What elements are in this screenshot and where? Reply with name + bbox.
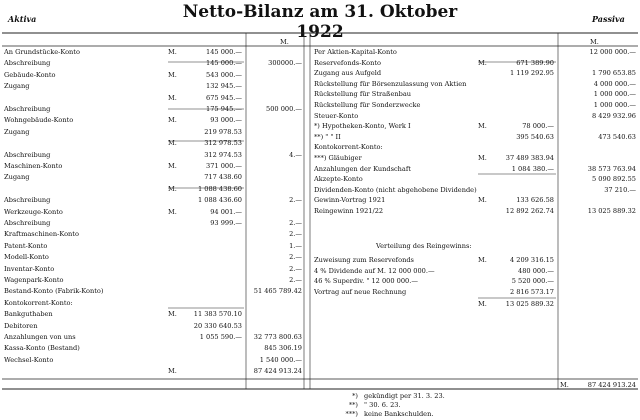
document-title: Netto-Bilanz am 31. Oktober 1922 xyxy=(182,2,458,42)
distribution-row-label: 46 % Superdiv. " 12 000 000.— xyxy=(314,277,418,285)
aktiva-row-amount: 312 978.53 xyxy=(204,139,242,148)
distribution-row-amount: 2 816 573.17 xyxy=(509,287,554,296)
aktiva-row-amount: 145 000.— xyxy=(206,59,242,68)
aktiva-row-label: Wechsel-Konto xyxy=(4,355,54,364)
passiva-row-amount: 671 389.90 xyxy=(516,58,554,67)
footnote-text: gekündigt per 31. 3. 23. xyxy=(364,392,445,400)
passiva-row-currency: M. xyxy=(478,196,487,205)
passiva-row-label: Per Aktien-Kapital-Konto xyxy=(314,48,397,56)
distribution-heading: Verteilung des Reingewinns: xyxy=(376,242,472,250)
aktiva-row-label: Kontokorrent-Konto: xyxy=(4,298,73,307)
distribution-row-amount: 480 000.— xyxy=(518,266,554,275)
aktiva-row-label: Inventar-Konto xyxy=(4,264,55,273)
aktiva-row-currency: M. xyxy=(168,139,177,148)
aktiva-row-label: Abschreibung xyxy=(4,105,51,113)
footnote-mark: *) xyxy=(352,392,358,400)
aktiva-row-label: An Grundstücke-Konto xyxy=(4,48,80,56)
aktiva-row-label: Modell-Konto xyxy=(4,253,49,262)
aktiva-row-total: 1 540 000.— xyxy=(259,355,302,364)
aktiva-row-total: 845 306.19 xyxy=(264,344,302,353)
footnote-text: " 30. 6. 23. xyxy=(364,401,401,409)
aktiva-row-label: Kassa-Konto (Bestand) xyxy=(4,344,80,353)
aktiva-row-currency: M. xyxy=(168,207,177,216)
aktiva-row-amount: 675 945.— xyxy=(206,93,242,102)
distribution-row-amount: 4 209 316.15 xyxy=(509,256,554,264)
aktiva-currency-header: M. xyxy=(280,38,289,46)
passiva-total-currency: M. xyxy=(560,381,569,389)
aktiva-row-label: Abschreibung xyxy=(4,59,51,68)
aktiva-row-label: Wagenpark-Konto xyxy=(4,276,64,284)
distribution-total: 13 025 889.32 xyxy=(505,300,554,308)
footnote-mark: ***) xyxy=(345,410,358,418)
aktiva-row-amount: 132 945.— xyxy=(206,82,242,91)
aktiva-row-total: 32 773 800.63 xyxy=(253,333,302,341)
aktiva-row-amount: 93 999.— xyxy=(210,219,242,227)
passiva-row-label: Gewinn-Vortrag 1921 xyxy=(314,196,386,205)
passiva-row-label: Reingewinn 1921/22 xyxy=(314,207,384,215)
distribution-total-currency: M. xyxy=(478,300,487,308)
passiva-row-currency: M. xyxy=(478,58,487,67)
aktiva-row-total: 2.— xyxy=(289,276,302,284)
passiva-row-currency: M. xyxy=(478,122,487,131)
aktiva-row-currency: M. xyxy=(168,367,177,376)
aktiva-row-label: Abschreibung xyxy=(4,219,51,227)
aktiva-row-total: 500 000.— xyxy=(266,105,302,113)
passiva-row-label: Anzahlungen der Kundschaft xyxy=(314,164,411,173)
aktiva-row-total: 87 424 913.24 xyxy=(253,367,302,376)
passiva-row-label: ***) Gläubiger xyxy=(314,154,362,162)
aktiva-row-amount: 93 000.— xyxy=(210,116,242,125)
aktiva-row-label: Patent-Konto xyxy=(4,241,48,250)
passiva-row-amount: 1 119 292.95 xyxy=(509,69,554,78)
aktiva-row-label: Zugang xyxy=(4,173,30,182)
passiva-row-amount: 37 489 383.94 xyxy=(505,154,554,162)
aktiva-row-total: 2.— xyxy=(289,196,302,205)
aktiva-row-amount: 11 383 570.10 xyxy=(193,310,242,319)
aktiva-row-amount: 543 000.— xyxy=(206,70,242,79)
passiva-row-total: 13 025 889.32 xyxy=(587,207,636,215)
aktiva-row-amount: 1 088 436.60 xyxy=(197,196,242,205)
aktiva-row-label: Kraftmaschinen-Konto xyxy=(4,230,79,239)
passiva-row-amount: 395 540.63 xyxy=(516,132,554,141)
passiva-row-amount: 133 626.58 xyxy=(516,196,554,205)
passiva-row-total: 1 000 000.— xyxy=(593,90,636,99)
aktiva-row-currency: M. xyxy=(168,116,177,125)
passiva-row-total: 37 210.— xyxy=(604,185,636,194)
passiva-row-label: *) Hypotheken-Konto, Werk I xyxy=(314,122,411,131)
passiva-row-amount: 1 084 380.— xyxy=(511,164,554,173)
passiva-row-label: Rückstellung für Börsenzulassung von Aktien xyxy=(314,79,467,88)
passiva-row-total: 38 573 763.94 xyxy=(587,164,636,173)
passiva-row-label: Steuer-Konto xyxy=(314,111,359,120)
aktiva-row-total: 2.— xyxy=(289,253,302,262)
passiva-row-label: Rückstellung für Straßenbau xyxy=(314,90,412,99)
aktiva-row-amount: 1 088 438.60 xyxy=(197,184,242,193)
passiva-grand-total: 87 424 913.24 xyxy=(587,381,636,389)
passiva-row-total: 8 429 932.96 xyxy=(591,111,636,120)
aktiva-row-amount: 219 978.53 xyxy=(204,127,242,136)
aktiva-row-amount: 312 974.53 xyxy=(204,150,242,159)
passiva-row-label: Kontokorrent-Konto: xyxy=(314,143,383,152)
aktiva-row-label: Zugang xyxy=(4,127,30,136)
distribution-row-currency: M. xyxy=(478,256,487,264)
aktiva-row-label: Wohngebäude-Konto xyxy=(4,116,74,125)
aktiva-header: Aktiva xyxy=(8,14,37,24)
footnote-mark: **) xyxy=(348,401,358,409)
aktiva-row-label: Gebäude-Konto xyxy=(4,70,56,79)
aktiva-row-total: 2.— xyxy=(289,219,302,227)
passiva-row-label: Zugang aus Aufgeld xyxy=(314,69,382,78)
aktiva-row-label: Bestand-Konto (Fabrik-Konto) xyxy=(4,287,104,296)
aktiva-row-amount: 20 330 640.53 xyxy=(193,321,242,330)
passiva-row-amount: 78 000.— xyxy=(522,122,554,131)
aktiva-row-total: 51 465 789.42 xyxy=(253,287,302,296)
passiva-row-total: 12 000 000.— xyxy=(589,48,636,56)
aktiva-row-currency: M. xyxy=(168,184,177,193)
passiva-row-total: 5 090 892.55 xyxy=(591,175,636,184)
aktiva-row-amount: 175 945.— xyxy=(206,105,242,113)
aktiva-row-amount: 717 438.60 xyxy=(204,173,242,182)
passiva-row-label: Dividenden-Konto (nicht abgehobene Dividende) xyxy=(314,185,477,194)
aktiva-row-label: Bankguthaben xyxy=(4,310,53,319)
aktiva-row-label: Debitoren xyxy=(4,321,38,330)
passiva-currency-header: M. xyxy=(590,38,599,46)
footnote-text: keine Bankschulden. xyxy=(364,410,434,418)
aktiva-row-label: Maschinen-Konto xyxy=(4,162,63,170)
aktiva-row-currency: M. xyxy=(168,162,177,170)
aktiva-row-amount: 145 000.— xyxy=(206,48,242,56)
aktiva-row-amount: 1 055 590.— xyxy=(199,333,242,341)
passiva-row-label: **) " " II xyxy=(314,132,341,141)
aktiva-row-currency: M. xyxy=(168,70,177,79)
aktiva-row-total: 2.— xyxy=(289,264,302,273)
passiva-row-total: 4 000 000.— xyxy=(593,79,636,88)
aktiva-row-label: Abschreibung xyxy=(4,150,51,159)
distribution-row-label: Zuweisung zum Reservefonds xyxy=(314,256,414,264)
aktiva-row-total: 2.— xyxy=(289,230,302,239)
passiva-row-total: 1 000 000.— xyxy=(593,101,636,109)
passiva-header: Passiva xyxy=(592,14,625,24)
passiva-row-total: 1 790 653.85 xyxy=(591,69,636,78)
aktiva-row-label: Zugang xyxy=(4,82,30,91)
passiva-row-label: Akzepte-Konto xyxy=(314,175,363,184)
distribution-row-label: Vortrag auf neue Rechnung xyxy=(314,287,407,296)
passiva-row-label: Reservefonds-Konto xyxy=(314,58,382,67)
aktiva-row-total: 1.— xyxy=(289,241,302,250)
passiva-row-total: 473 540.63 xyxy=(598,132,636,141)
distribution-row-amount: 5 520 000.— xyxy=(511,277,554,285)
aktiva-row-label: Anzahlungen von uns xyxy=(4,333,76,341)
aktiva-row-amount: 94 001.— xyxy=(210,207,242,216)
aktiva-row-currency: M. xyxy=(168,310,177,319)
distribution-row-label: 4 % Dividende auf M. 12 000 000.— xyxy=(314,266,435,275)
aktiva-row-label: Werkzeuge-Konto xyxy=(4,207,63,216)
passiva-row-label: Rückstellung für Sonderzwecke xyxy=(314,101,421,109)
passiva-row-currency: M. xyxy=(478,154,487,162)
aktiva-row-amount: 371 000.— xyxy=(206,162,242,170)
aktiva-row-total: 4.— xyxy=(289,150,302,159)
aktiva-row-currency: M. xyxy=(168,93,177,102)
aktiva-row-label: Abschreibung xyxy=(4,196,51,205)
passiva-row-amount: 12 892 262.74 xyxy=(505,207,554,215)
aktiva-row-total: 300000.— xyxy=(268,59,302,68)
aktiva-row-currency: M. xyxy=(168,48,177,56)
